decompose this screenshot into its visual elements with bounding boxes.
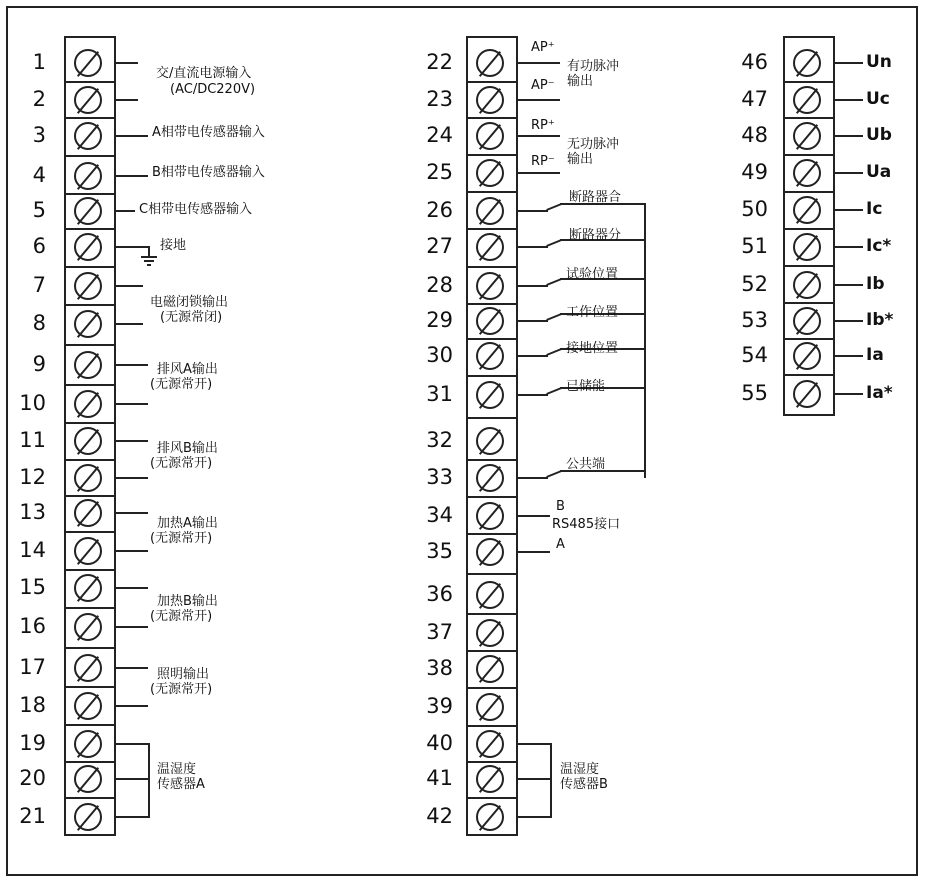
th-sensor-a-sublabel: 传感器A [157, 777, 205, 792]
screw-terminal-icon [74, 654, 102, 682]
ground-icon [148, 246, 150, 256]
screw-terminal-icon [74, 613, 102, 641]
left-terminal-number: 7 [32, 273, 46, 297]
screw-terminal-icon [74, 427, 102, 455]
reactive-pulse-sublabel: 输出 [567, 152, 594, 167]
signal-lead-line [835, 320, 863, 322]
middle-terminal-divider [466, 303, 518, 305]
middle-terminal-divider [466, 117, 518, 119]
middle-terminal-number: 40 [426, 731, 453, 755]
middle-terminal-number: 24 [426, 123, 453, 147]
middle-terminal-divider [466, 533, 518, 535]
left-terminal-divider [64, 81, 116, 83]
screw-terminal-icon [793, 159, 821, 187]
right-terminal-divider [783, 81, 835, 83]
right-terminal-number: 52 [741, 272, 768, 296]
test-position-label: 试验位置 [566, 267, 619, 282]
left-lead-line [116, 99, 138, 101]
ground-icon-bar-1 [141, 256, 157, 258]
middle-terminal-divider [466, 266, 518, 268]
screw-terminal-icon [476, 86, 504, 114]
middle-terminal-divider [466, 228, 518, 230]
left-lead-line [116, 816, 148, 818]
left-terminal-number: 13 [19, 500, 46, 524]
relay-lead-line [518, 394, 548, 396]
left-terminal-divider [64, 459, 116, 461]
left-lead-line [116, 667, 148, 669]
signal-label: Un [866, 52, 892, 72]
breaker-open-label: 断路器分 [569, 228, 622, 243]
relay-lead-line [518, 210, 548, 212]
middle-terminal-number: 23 [426, 87, 453, 111]
screw-terminal-icon [476, 464, 504, 492]
screw-terminal-icon [476, 619, 504, 647]
screw-terminal-icon [793, 380, 821, 408]
screw-terminal-icon [74, 574, 102, 602]
middle-terminal-divider [466, 650, 518, 652]
left-terminal-number: 10 [19, 391, 46, 415]
left-terminal-divider [64, 117, 116, 119]
rs485-lead-line [518, 515, 550, 517]
fan-b-sublabel: (无源常开) [150, 456, 213, 471]
right-terminal-divider [783, 374, 835, 376]
left-lead-line [116, 210, 135, 212]
right-terminal-divider [783, 338, 835, 340]
active-pulse-label: 有功脉冲 [567, 59, 620, 74]
screw-terminal-icon [476, 502, 504, 530]
b-phase-sensor-label: B相带电传感器输入 [152, 165, 265, 180]
left-terminal-divider [64, 647, 116, 649]
heat-b-sublabel: (无源常开) [150, 609, 213, 624]
screw-terminal-icon [74, 537, 102, 565]
work-position-label: 工作位置 [566, 305, 619, 320]
ap-minus-label: AP⁻ [531, 78, 555, 93]
left-lead-line [116, 705, 148, 707]
relay-lead-line [518, 285, 548, 287]
left-lead-line [116, 135, 148, 137]
screw-terminal-icon [476, 655, 504, 683]
left-terminal-number: 5 [32, 198, 46, 222]
screw-terminal-icon [74, 464, 102, 492]
left-terminal-divider [64, 344, 116, 346]
left-terminal-number: 14 [19, 538, 46, 562]
left-terminal-number: 8 [32, 311, 46, 335]
middle-terminal-divider [466, 761, 518, 763]
screw-terminal-icon [476, 693, 504, 721]
middle-terminal-divider [466, 687, 518, 689]
screw-terminal-icon [476, 581, 504, 609]
signal-label: Ia* [866, 383, 893, 403]
heat-b-label: 加热B输出 [157, 594, 218, 609]
middle-terminal-number: 33 [426, 465, 453, 489]
fan-b-label: 排风B输出 [157, 441, 218, 456]
heat-a-sublabel: (无源常开) [150, 531, 213, 546]
middle-terminal-divider [466, 613, 518, 615]
signal-label: Uc [866, 89, 890, 109]
screw-terminal-icon [74, 197, 102, 225]
middle-lead-line [518, 743, 550, 745]
rs485-lead-line [518, 551, 550, 553]
ap-plus-label: AP⁺ [531, 40, 555, 55]
screw-terminal-icon [74, 351, 102, 379]
power-input-sublabel: (AC/DC220V) [170, 82, 256, 97]
screw-terminal-icon [476, 307, 504, 335]
left-terminal-number: 4 [32, 163, 46, 187]
signal-lead-line [835, 172, 863, 174]
signal-lead-line [835, 209, 863, 211]
left-lead-line [116, 743, 148, 745]
middle-terminal-number: 41 [426, 766, 453, 790]
power-input-label: 交/直流电源输入 [156, 66, 252, 81]
breaker-close-label: 断路器合 [569, 190, 622, 205]
c-phase-sensor-label: C相带电传感器输入 [139, 202, 253, 217]
screw-terminal-icon [74, 730, 102, 758]
middle-terminal-divider [466, 338, 518, 340]
middle-terminal-divider [466, 417, 518, 419]
middle-terminal-number: 25 [426, 160, 453, 184]
heat-a-label: 加热A输出 [157, 516, 218, 531]
left-terminal-divider [64, 797, 116, 799]
light-output-sublabel: (无源常开) [150, 682, 213, 697]
left-terminal-divider [64, 155, 116, 157]
relay-lead-line [518, 320, 548, 322]
left-lead-line [116, 175, 148, 177]
signal-label: Ic [866, 199, 883, 219]
middle-terminal-divider [466, 573, 518, 575]
middle-lead-line [518, 778, 550, 780]
middle-terminal-number: 36 [426, 582, 453, 606]
light-output-label: 照明输出 [157, 667, 210, 682]
right-terminal-divider [783, 191, 835, 193]
middle-lead-line [518, 135, 560, 137]
screw-terminal-icon [476, 381, 504, 409]
screw-terminal-icon [793, 196, 821, 224]
screw-terminal-icon [74, 49, 102, 77]
screw-terminal-icon [476, 803, 504, 831]
rs485-label: RS485接口 [552, 517, 621, 532]
middle-lead-line [518, 62, 560, 64]
right-terminal-number: 53 [741, 308, 768, 332]
right-terminal-divider [783, 265, 835, 267]
left-lead-line [116, 364, 148, 366]
lock-output-sublabel: (无源常闭) [160, 310, 223, 325]
screw-terminal-icon [74, 233, 102, 261]
relay-lead-line [518, 355, 548, 357]
signal-label: Ib* [866, 310, 894, 330]
screw-terminal-icon [74, 310, 102, 338]
reactive-pulse-label: 无功脉冲 [567, 137, 620, 152]
left-lead-line [116, 403, 148, 405]
right-terminal-number: 55 [741, 381, 768, 405]
ground-label: 接地 [160, 238, 187, 253]
signal-lead-line [835, 393, 863, 395]
relay-lead-line [518, 246, 548, 248]
middle-terminal-divider [466, 496, 518, 498]
middle-terminal-number: 29 [426, 308, 453, 332]
screw-terminal-icon [476, 342, 504, 370]
right-terminal-divider [783, 117, 835, 119]
left-lead-line [116, 778, 148, 780]
left-terminal-divider [64, 266, 116, 268]
left-terminal-number: 12 [19, 465, 46, 489]
middle-terminal-number: 32 [426, 428, 453, 452]
a-phase-sensor-label: A相带电传感器输入 [152, 125, 265, 140]
left-lead-line [116, 246, 150, 248]
left-terminal-number: 11 [19, 428, 46, 452]
screw-terminal-icon [476, 427, 504, 455]
right-terminal-number: 50 [741, 197, 768, 221]
screw-terminal-icon [476, 272, 504, 300]
left-terminal-divider [64, 384, 116, 386]
rs485-a-label: A [556, 537, 565, 552]
left-terminal-divider [64, 686, 116, 688]
signal-label: Ub [866, 125, 892, 145]
screw-terminal-icon [793, 307, 821, 335]
left-terminal-number: 3 [32, 123, 46, 147]
fan-a-sublabel: (无源常开) [150, 377, 213, 392]
ground-icon-bar-3 [147, 264, 151, 266]
middle-terminal-number: 27 [426, 234, 453, 258]
screw-terminal-icon [476, 49, 504, 77]
screw-terminal-icon [793, 86, 821, 114]
signal-label: Ic* [866, 236, 892, 256]
right-terminal-number: 48 [741, 123, 768, 147]
right-terminal-number: 46 [741, 50, 768, 74]
left-terminal-divider [64, 495, 116, 497]
screw-terminal-icon [74, 86, 102, 114]
sensor-b-bracket [550, 743, 552, 818]
left-terminal-number: 15 [19, 575, 46, 599]
fan-a-label: 排风A输出 [157, 362, 218, 377]
right-terminal-number: 47 [741, 87, 768, 111]
screw-terminal-icon [793, 342, 821, 370]
middle-terminal-divider [466, 154, 518, 156]
middle-terminal-number: 37 [426, 620, 453, 644]
screw-terminal-icon [74, 692, 102, 720]
screw-terminal-icon [793, 122, 821, 150]
left-terminal-number: 9 [32, 352, 46, 376]
middle-terminal-number: 35 [426, 539, 453, 563]
lock-output-label: 电磁闭锁输出 [150, 295, 229, 310]
middle-terminal-number: 22 [426, 50, 453, 74]
left-terminal-number: 6 [32, 234, 46, 258]
screw-terminal-icon [476, 197, 504, 225]
middle-terminal-number: 34 [426, 503, 453, 527]
signal-label: Ia [866, 345, 884, 365]
screw-terminal-icon [476, 122, 504, 150]
signal-lead-line [835, 99, 863, 101]
middle-terminal-number: 26 [426, 198, 453, 222]
left-terminal-number: 17 [19, 655, 46, 679]
middle-terminal-divider [466, 191, 518, 193]
active-pulse-sublabel: 输出 [567, 74, 594, 89]
signal-lead-line [835, 62, 863, 64]
rp-minus-label: RP⁻ [531, 154, 555, 169]
screw-terminal-icon [793, 233, 821, 261]
right-terminal-divider [783, 228, 835, 230]
left-lead-line [116, 323, 143, 325]
left-lead-line [116, 62, 138, 64]
screw-terminal-icon [793, 271, 821, 299]
middle-terminal-number: 42 [426, 804, 453, 828]
middle-lead-line [518, 816, 550, 818]
screw-terminal-icon [74, 272, 102, 300]
middle-terminal-divider [466, 375, 518, 377]
middle-lead-line [518, 172, 560, 174]
stored-energy-label: 已储能 [566, 379, 606, 394]
left-terminal-divider [64, 761, 116, 763]
signal-label: Ua [866, 162, 892, 182]
rp-plus-label: RP⁺ [531, 118, 555, 133]
screw-terminal-icon [74, 122, 102, 150]
right-terminal-number: 49 [741, 160, 768, 184]
left-terminal-number: 18 [19, 693, 46, 717]
middle-terminal-divider [466, 797, 518, 799]
th-sensor-b-label: 温湿度 [560, 762, 600, 777]
left-terminal-divider [64, 193, 116, 195]
ground-position-label: 接地位置 [566, 341, 619, 356]
middle-terminal-number: 38 [426, 656, 453, 680]
left-terminal-number: 19 [19, 731, 46, 755]
screw-terminal-icon [793, 49, 821, 77]
screw-terminal-icon [476, 765, 504, 793]
right-terminal-number: 51 [741, 234, 768, 258]
left-lead-line [116, 550, 148, 552]
middle-terminal-divider [466, 81, 518, 83]
th-sensor-b-sublabel: 传感器B [560, 777, 608, 792]
left-lead-line [116, 477, 148, 479]
left-terminal-divider [64, 228, 116, 230]
left-terminal-divider [64, 531, 116, 533]
right-terminal-divider [783, 302, 835, 304]
left-terminal-divider [64, 422, 116, 424]
sensor-a-bracket [148, 743, 150, 818]
screw-terminal-icon [476, 159, 504, 187]
middle-terminal-number: 31 [426, 382, 453, 406]
screw-terminal-icon [74, 803, 102, 831]
left-lead-line [116, 285, 143, 287]
signal-label: Ib [866, 274, 885, 294]
relay-common-bus [644, 203, 646, 478]
left-lead-line [116, 440, 148, 442]
left-terminal-number: 1 [32, 50, 46, 74]
signal-lead-line [835, 355, 863, 357]
left-terminal-number: 20 [19, 766, 46, 790]
signal-lead-line [835, 135, 863, 137]
left-terminal-number: 21 [19, 804, 46, 828]
left-terminal-divider [64, 304, 116, 306]
screw-terminal-icon [476, 538, 504, 566]
screw-terminal-icon [476, 730, 504, 758]
right-terminal-number: 54 [741, 343, 768, 367]
left-lead-line [116, 587, 148, 589]
left-terminal-divider [64, 607, 116, 609]
left-lead-line [116, 626, 148, 628]
left-terminal-divider [64, 724, 116, 726]
left-terminal-number: 2 [32, 87, 46, 111]
rs485-b-label: B [556, 499, 565, 514]
ground-icon-bar-2 [144, 260, 154, 262]
middle-terminal-number: 28 [426, 273, 453, 297]
screw-terminal-icon [74, 390, 102, 418]
relay-lead-line [518, 477, 548, 479]
middle-terminal-divider [466, 725, 518, 727]
screw-terminal-icon [74, 499, 102, 527]
left-terminal-number: 16 [19, 614, 46, 638]
middle-terminal-number: 39 [426, 694, 453, 718]
th-sensor-a-label: 温湿度 [157, 762, 197, 777]
common-terminal-label: 公共端 [566, 457, 606, 472]
left-terminal-divider [64, 569, 116, 571]
signal-lead-line [835, 246, 863, 248]
middle-terminal-divider [466, 459, 518, 461]
screw-terminal-icon [476, 233, 504, 261]
signal-lead-line [835, 284, 863, 286]
right-terminal-divider [783, 154, 835, 156]
screw-terminal-icon [74, 765, 102, 793]
middle-terminal-number: 30 [426, 343, 453, 367]
left-lead-line [116, 512, 148, 514]
screw-terminal-icon [74, 162, 102, 190]
middle-lead-line [518, 99, 560, 101]
